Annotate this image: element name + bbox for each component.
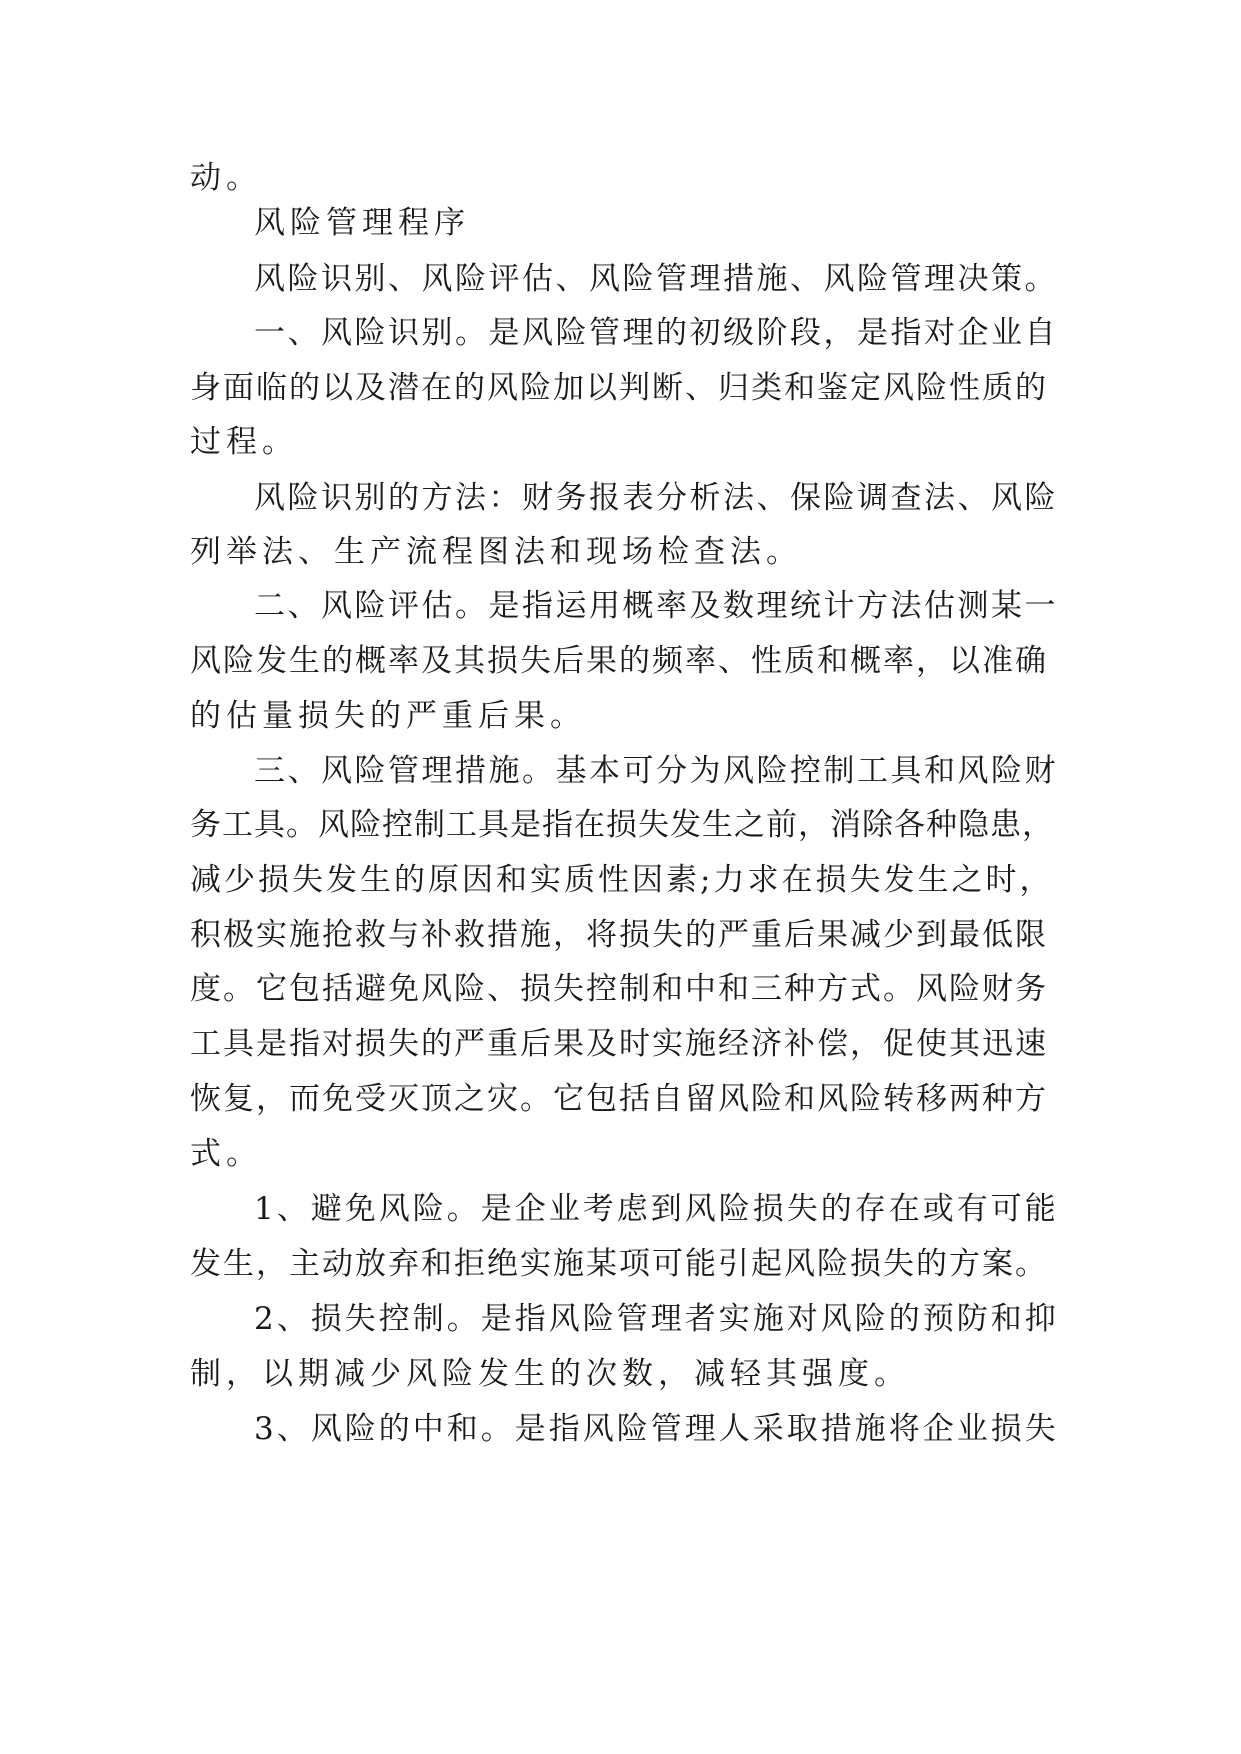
text-line: 减少损失发生的原因和实质性因素;力求在损失发生之时， bbox=[190, 862, 1054, 898]
text-line: 二、风险评估。是指运用概率及数理统计方法估测某一 bbox=[254, 588, 1058, 624]
text-line: 3、风险的中和。是指风险管理人采取措施将企业损失 bbox=[254, 1411, 1059, 1447]
text-line: 的估量损失的严重后果。 bbox=[190, 698, 586, 734]
text-line: 风险识别、风险评估、风险管理措施、风险管理决策。 bbox=[254, 261, 1058, 297]
text-line: 度。它包括避免风险、损失控制和中和三种方式。风险财务 bbox=[190, 971, 1048, 1007]
text-line: 风险识别的方法：财务报表分析法、保险调查法、风险 bbox=[254, 480, 1058, 516]
text-line: 过程。 bbox=[190, 424, 298, 460]
text-line: 积极实施抢救与补救措施，将损失的严重后果减少到最低限 bbox=[190, 917, 1048, 953]
text-line: 动。 bbox=[190, 160, 262, 196]
text-line: 1、避免风险。是企业考虑到风险损失的存在或有可能 bbox=[254, 1191, 1059, 1227]
text-line: 工具是指对损失的严重后果及时实施经济补偿，促使其迅速 bbox=[190, 1026, 1048, 1062]
text-line: 一、风险识别。是风险管理的初级阶段，是指对企业自 bbox=[254, 315, 1058, 351]
section-heading: 风险管理程序 bbox=[254, 205, 470, 241]
text-line: 风险发生的概率及其损失后果的频率、性质和概率，以准确 bbox=[190, 643, 1048, 679]
text-line: 身面临的以及潜在的风险加以判断、归类和鉴定风险性质的 bbox=[190, 370, 1048, 406]
text-line: 发生，主动放弃和拒绝实施某项可能引起风险损失的方案。 bbox=[190, 1246, 1048, 1282]
text-line: 务工具。风险控制工具是指在损失发生之前，消除各种隐患， bbox=[190, 807, 1054, 843]
text-line: 列举法、生产流程图法和现场检查法。 bbox=[190, 534, 802, 570]
text-line: 三、风险管理措施。基本可分为风险控制工具和风险财 bbox=[254, 753, 1058, 789]
text-line: 2、损失控制。是指风险管理者实施对风险的预防和抑 bbox=[254, 1301, 1059, 1337]
text-line: 式。 bbox=[190, 1136, 262, 1172]
text-line: 恢复，而免受灭顶之灾。它包括自留风险和风险转移两种方 bbox=[190, 1081, 1048, 1117]
text-line: 制，以期减少风险发生的次数，减轻其强度。 bbox=[190, 1356, 910, 1392]
